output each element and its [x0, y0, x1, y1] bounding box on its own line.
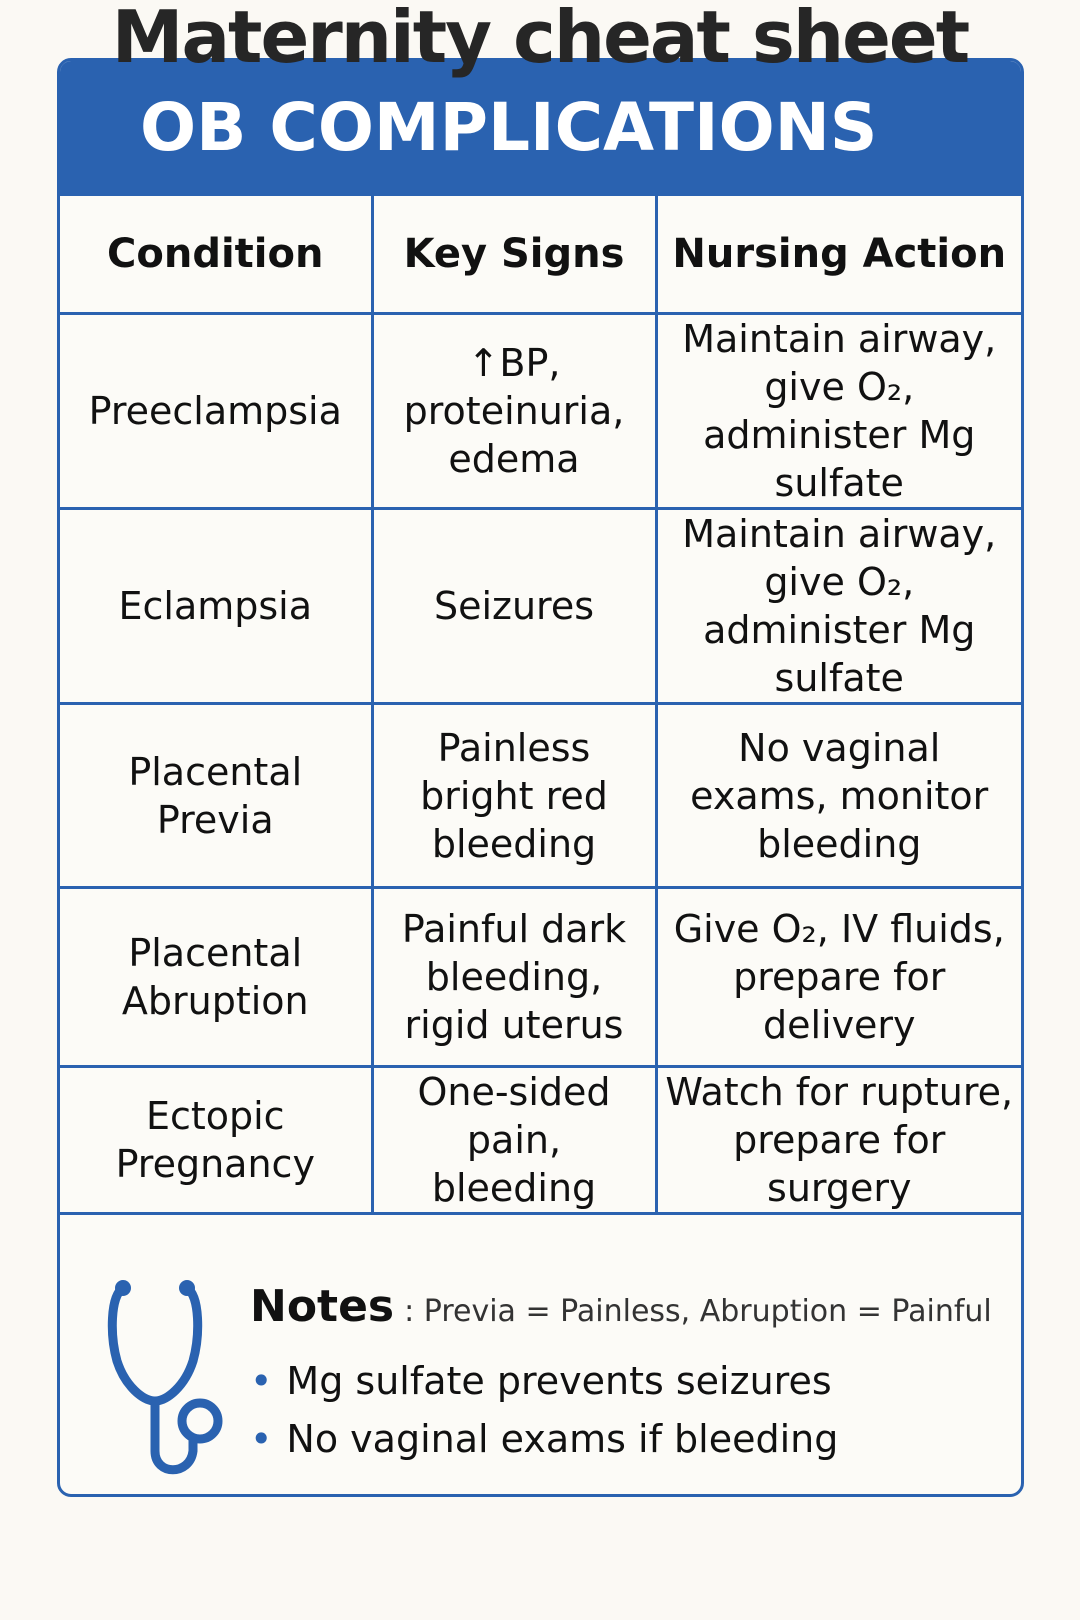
notes-heading-line: [250, 1281, 992, 1332]
action-cell: Give O₂, IV fluids, prepare for delivery: [656, 888, 1021, 1067]
note-bullet: • Mg sulfate prevents seizures: [250, 1359, 832, 1403]
note-text: No vaginal exams if bleeding: [286, 1417, 839, 1461]
note-text: Mg sulfate prevents seizures: [286, 1359, 832, 1403]
notes-heading: Notes: [250, 1281, 395, 1332]
page-title: Maternity cheat sheet: [111, 0, 969, 79]
banner-title: OB COMPLICATIONS: [140, 89, 878, 166]
table-row: [60, 888, 1021, 1067]
stethoscope-icon: [105, 1276, 235, 1486]
action-cell: Maintain airway, give O₂, administer Mg sulfate: [656, 314, 1021, 509]
table-row: [60, 1067, 1021, 1214]
condition-cell: Ectopic Pregnancy: [60, 1067, 372, 1214]
notes-section: [60, 1221, 1021, 1491]
action-cell: Maintain airway, give O₂, administer Mg sulfate: [656, 509, 1021, 704]
signs-cell: One-sided pain, bleeding: [372, 1067, 656, 1214]
signs-cell: Painless bright red bleeding: [372, 704, 656, 888]
action-cell: Watch for rupture, prepare for surgery: [656, 1067, 1021, 1214]
table-row: [60, 314, 1021, 509]
signs-cell: Painful dark bleeding, rigid uterus: [372, 888, 656, 1067]
signs-cell: ↑BP, proteinuria, edema: [372, 314, 656, 509]
note-bullet: • No vaginal exams if bleeding: [250, 1417, 839, 1461]
signs-cell: Seizures: [372, 509, 656, 704]
column-header: Condition: [60, 195, 372, 314]
condition-cell: Placental Abruption: [60, 888, 372, 1067]
condition-cell: Eclampsia: [60, 509, 372, 704]
condition-cell: Placental Previa: [60, 704, 372, 888]
table-header-row: [60, 195, 1021, 314]
column-header: Key Signs: [372, 195, 656, 314]
action-cell: No vaginal exams, monitor bleeding: [656, 704, 1021, 888]
table-row: [60, 704, 1021, 888]
cheat-sheet-card: [57, 58, 1024, 1497]
complications-table: [60, 193, 1021, 1215]
condition-cell: Preeclampsia: [60, 314, 372, 509]
table-row: [60, 509, 1021, 704]
column-header: Nursing Action: [656, 195, 1021, 314]
notes-summary: : Previa = Painless, Abruption = Painful: [404, 1294, 992, 1329]
